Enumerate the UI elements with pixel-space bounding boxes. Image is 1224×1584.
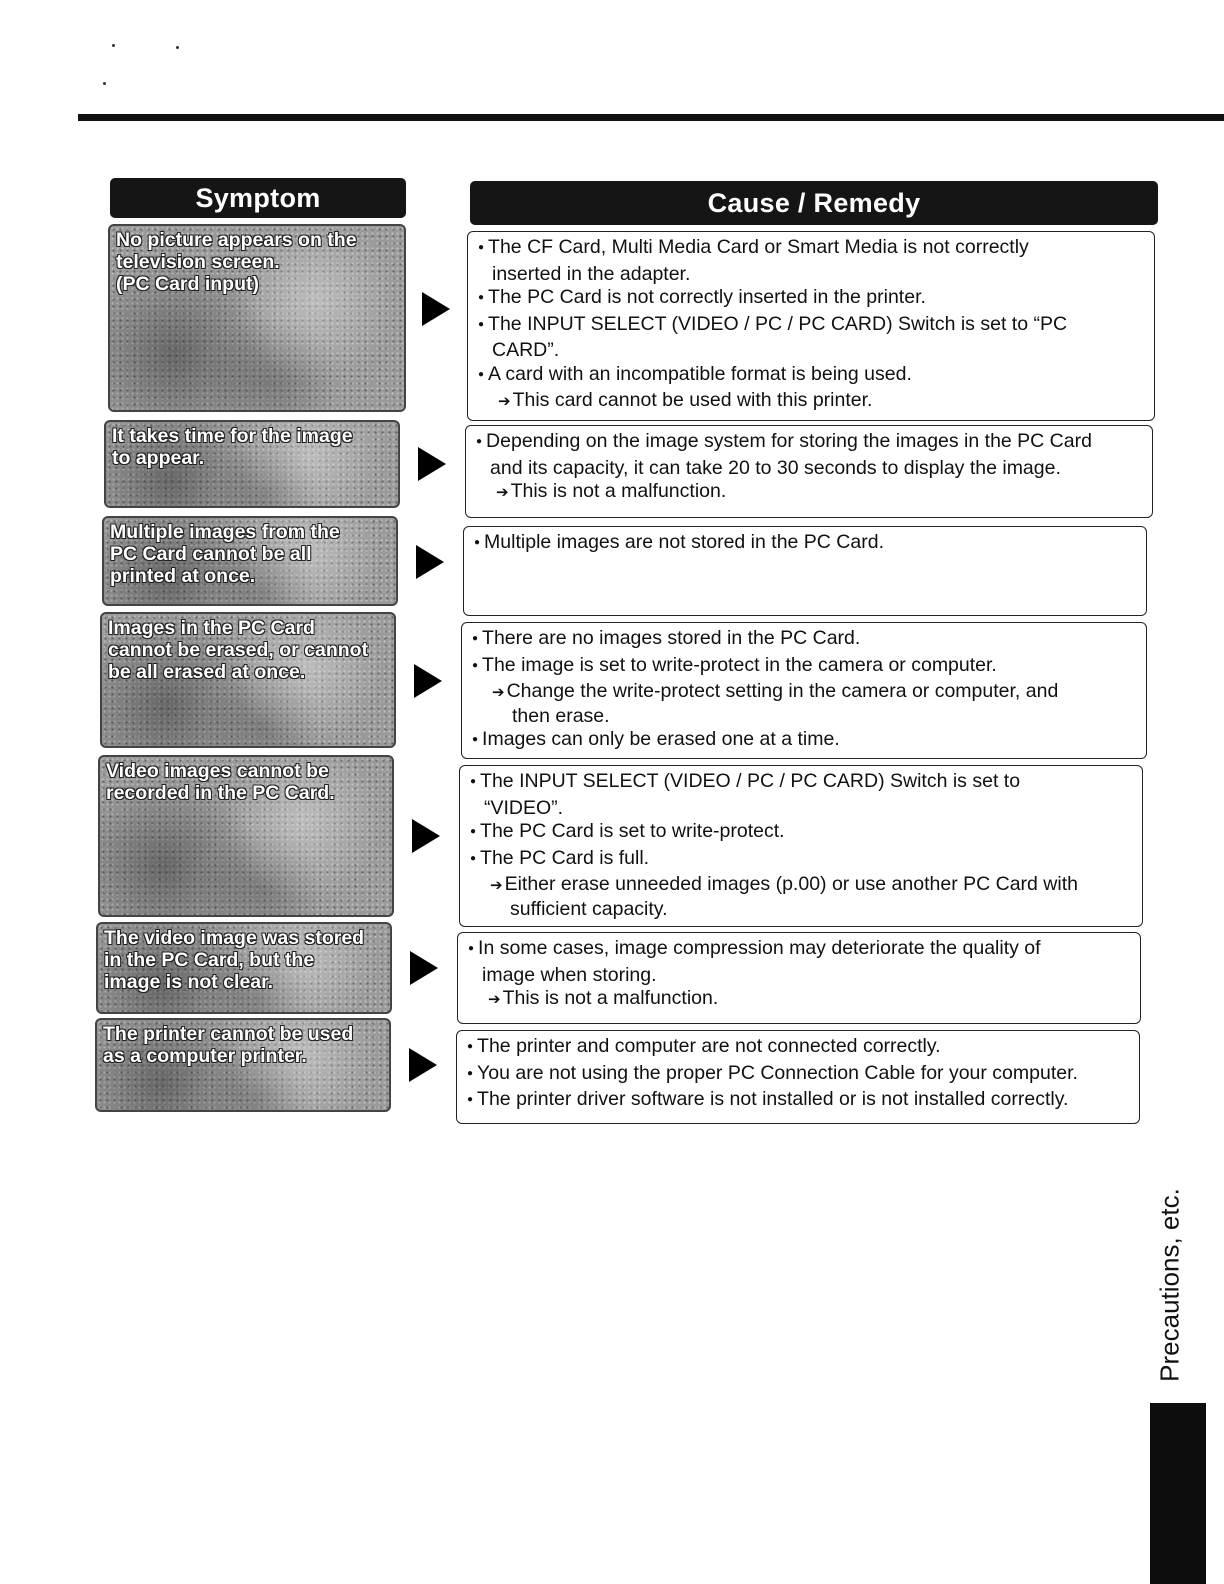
symptom-text: It takes time for the image to appear. bbox=[112, 425, 353, 469]
remedy-action-line: ➔ This card cannot be used with this printer. bbox=[478, 389, 1144, 414]
row-arrow-icon bbox=[409, 1048, 437, 1082]
cause-line: ● The INPUT SELECT (VIDEO / PC / PC CARD) Switch is set to “PC bbox=[478, 313, 1144, 340]
row-arrow-icon bbox=[422, 292, 450, 326]
top-rule bbox=[78, 114, 1224, 121]
symptom-column-header bbox=[110, 178, 406, 218]
symptom-text: No picture appears on the television screen. (PC Card input) bbox=[116, 229, 357, 295]
remedy-action-line: ➔ Change the write-protect setting in the camera or computer, and bbox=[472, 680, 1136, 705]
cause-line: ● The INPUT SELECT (VIDEO / PC / PC CARD) Switch is set to bbox=[470, 770, 1132, 797]
symptom-text: The video image was stored in the PC Card, but the image is not clear. bbox=[104, 927, 365, 993]
cause-remedy-cell bbox=[463, 526, 1147, 616]
remedy-action-line: ➔ This is not a malfunction. bbox=[476, 480, 1142, 505]
cause-remedy-cell bbox=[456, 1030, 1140, 1124]
row-arrow-icon bbox=[410, 951, 438, 985]
speck bbox=[103, 82, 106, 85]
cause-line: ● The PC Card is full. bbox=[470, 847, 1132, 874]
cause-remedy-cell bbox=[465, 425, 1153, 518]
cause-line: ● You are not using the proper PC Connection Cable for your computer. bbox=[467, 1062, 1129, 1089]
cause-remedy-cell bbox=[459, 765, 1143, 927]
symptom-cell bbox=[96, 922, 392, 1014]
cause-remedy-cell bbox=[457, 932, 1141, 1024]
symptom-text: Video images cannot be recorded in the PC Card. bbox=[106, 760, 335, 804]
cause-line: sufficient capacity. bbox=[510, 897, 668, 920]
cause-line: ● The PC Card is not correctly inserted in the printer. bbox=[478, 286, 1144, 313]
symptom-cell bbox=[104, 420, 400, 508]
cause-line: ● The CF Card, Multi Media Card or Smart Media is not correctly bbox=[478, 236, 1144, 263]
symptom-cell bbox=[95, 1018, 391, 1112]
cause-line: ● Images can only be erased one at a time. bbox=[472, 728, 1136, 755]
cause-line: ● The printer and computer are not connected correctly. bbox=[467, 1035, 1129, 1062]
symptom-text: Images in the PC Card cannot be erased, or cannot be all erased at once. bbox=[108, 617, 369, 683]
row-arrow-icon bbox=[412, 819, 440, 853]
cause-line: ● The printer driver software is not installed or is not installed correctly. bbox=[467, 1088, 1129, 1115]
remedy-action-line: ➔ This is not a malfunction. bbox=[468, 987, 1130, 1012]
cause-line: ● In some cases, image compression may deteriorate the quality of bbox=[468, 937, 1130, 964]
symptom-text: The printer cannot be used as a computer printer. bbox=[103, 1023, 354, 1067]
symptom-header-label: Symptom bbox=[195, 182, 321, 213]
symptom-cell bbox=[102, 516, 398, 606]
speck bbox=[112, 44, 115, 47]
cause-line: CARD”. bbox=[492, 339, 560, 361]
symptom-text: Multiple images from the PC Card cannot be all printed at once. bbox=[110, 521, 340, 587]
row-arrow-icon bbox=[418, 447, 446, 481]
cause-line: ● The image is set to write-protect in the camera or computer. bbox=[472, 654, 1136, 681]
cause-line: ● Depending on the image system for storing the images in the PC Card bbox=[476, 430, 1142, 457]
speck bbox=[176, 46, 179, 49]
cause-line: ● Multiple images are not stored in the PC Card. bbox=[474, 531, 1136, 558]
cause-remedy-cell bbox=[461, 622, 1147, 759]
symptom-cell bbox=[100, 612, 396, 748]
cause-remedy-cell bbox=[467, 231, 1155, 421]
cause-line: ● A card with an incompatible format is being used. bbox=[478, 363, 1144, 390]
cause-header-label: Cause / Remedy bbox=[707, 187, 921, 218]
remedy-action-line: ➔ Either erase unneeded images (p.00) or use another PC Card with bbox=[470, 873, 1132, 898]
cause-line: and its capacity, it can take 20 to 30 seconds to display the image. bbox=[490, 456, 1061, 479]
cause-line: ● The PC Card is set to write-protect. bbox=[470, 820, 1132, 847]
section-side-label-text: Precautions, etc. bbox=[1154, 1188, 1185, 1382]
section-side-label bbox=[1150, 1180, 1190, 1390]
section-index-tab bbox=[1150, 1403, 1206, 1584]
cause-line: “VIDEO”. bbox=[484, 796, 564, 819]
symptom-cell bbox=[98, 755, 394, 917]
cause-remedy-column-header bbox=[470, 181, 1158, 225]
row-arrow-icon bbox=[416, 545, 444, 579]
row-arrow-icon bbox=[414, 664, 442, 698]
cause-line: ● There are no images stored in the PC Card. bbox=[472, 627, 1136, 654]
cause-line: then erase. bbox=[512, 704, 610, 727]
symptom-cell bbox=[108, 224, 406, 412]
cause-line: inserted in the adapter. bbox=[492, 262, 691, 285]
cause-line: image when storing. bbox=[482, 963, 657, 986]
